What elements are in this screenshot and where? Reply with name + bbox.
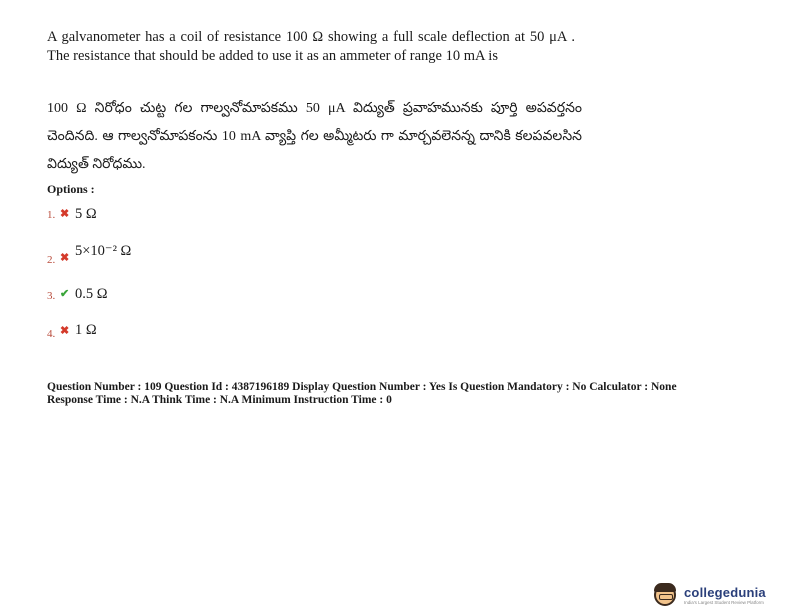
check-icon: ✔ (60, 288, 70, 300)
option-number: 4. (47, 328, 56, 340)
metadata-line-1: Question Number : 109 Question Id : 4387196189 Display Question Number : Yes Is Question Mandatory : No Calculator : None (47, 381, 677, 393)
cross-icon: ✖ (60, 325, 70, 337)
logo-brand: collegedunia (684, 585, 766, 600)
option-text: 1 Ω (75, 322, 97, 338)
cross-icon: ✖ (60, 252, 70, 264)
logo-tagline: India's Largest Student Review Platform (684, 600, 764, 605)
cross-icon: ✖ (60, 208, 70, 220)
option-text: 5×10⁻² Ω (75, 243, 132, 259)
option-number: 3. (47, 290, 56, 302)
question-text-english: A galvanometer has a coil of resistance 100 Ω showing a full scale deflection at 50 μA . The resistance that should be added to use it as an ammeter of range 10 mA is (47, 29, 575, 64)
mascot-icon (654, 584, 676, 606)
options-heading: Options : (47, 182, 95, 196)
question-text-telugu: 100 Ω నిరోధం చుట్ట గల గాల్వనోమాపకము 50 μA విద్యుత్ ప్రవాహమునకు పూర్తి అపవర్తనం చెందినది. ఆ గాల్వనోమాపకంను 10 mA వ్యాప్తి గల అమ్మీటరు గా మార్చవలెనన్న దానికి కలపవలసిన విద్యుత్ నిరోధము. (47, 101, 582, 172)
option-number: 1. (47, 209, 56, 221)
question-metadata (47, 381, 747, 407)
option-text: 0.5 Ω (75, 286, 108, 302)
option-text: 5 Ω (75, 206, 97, 222)
metadata-line-2: Response Time : N.A Think Time : N.A Minimum Instruction Time : 0 (47, 394, 392, 406)
collegedunia-logo (654, 584, 790, 606)
option-number: 2. (47, 254, 56, 266)
